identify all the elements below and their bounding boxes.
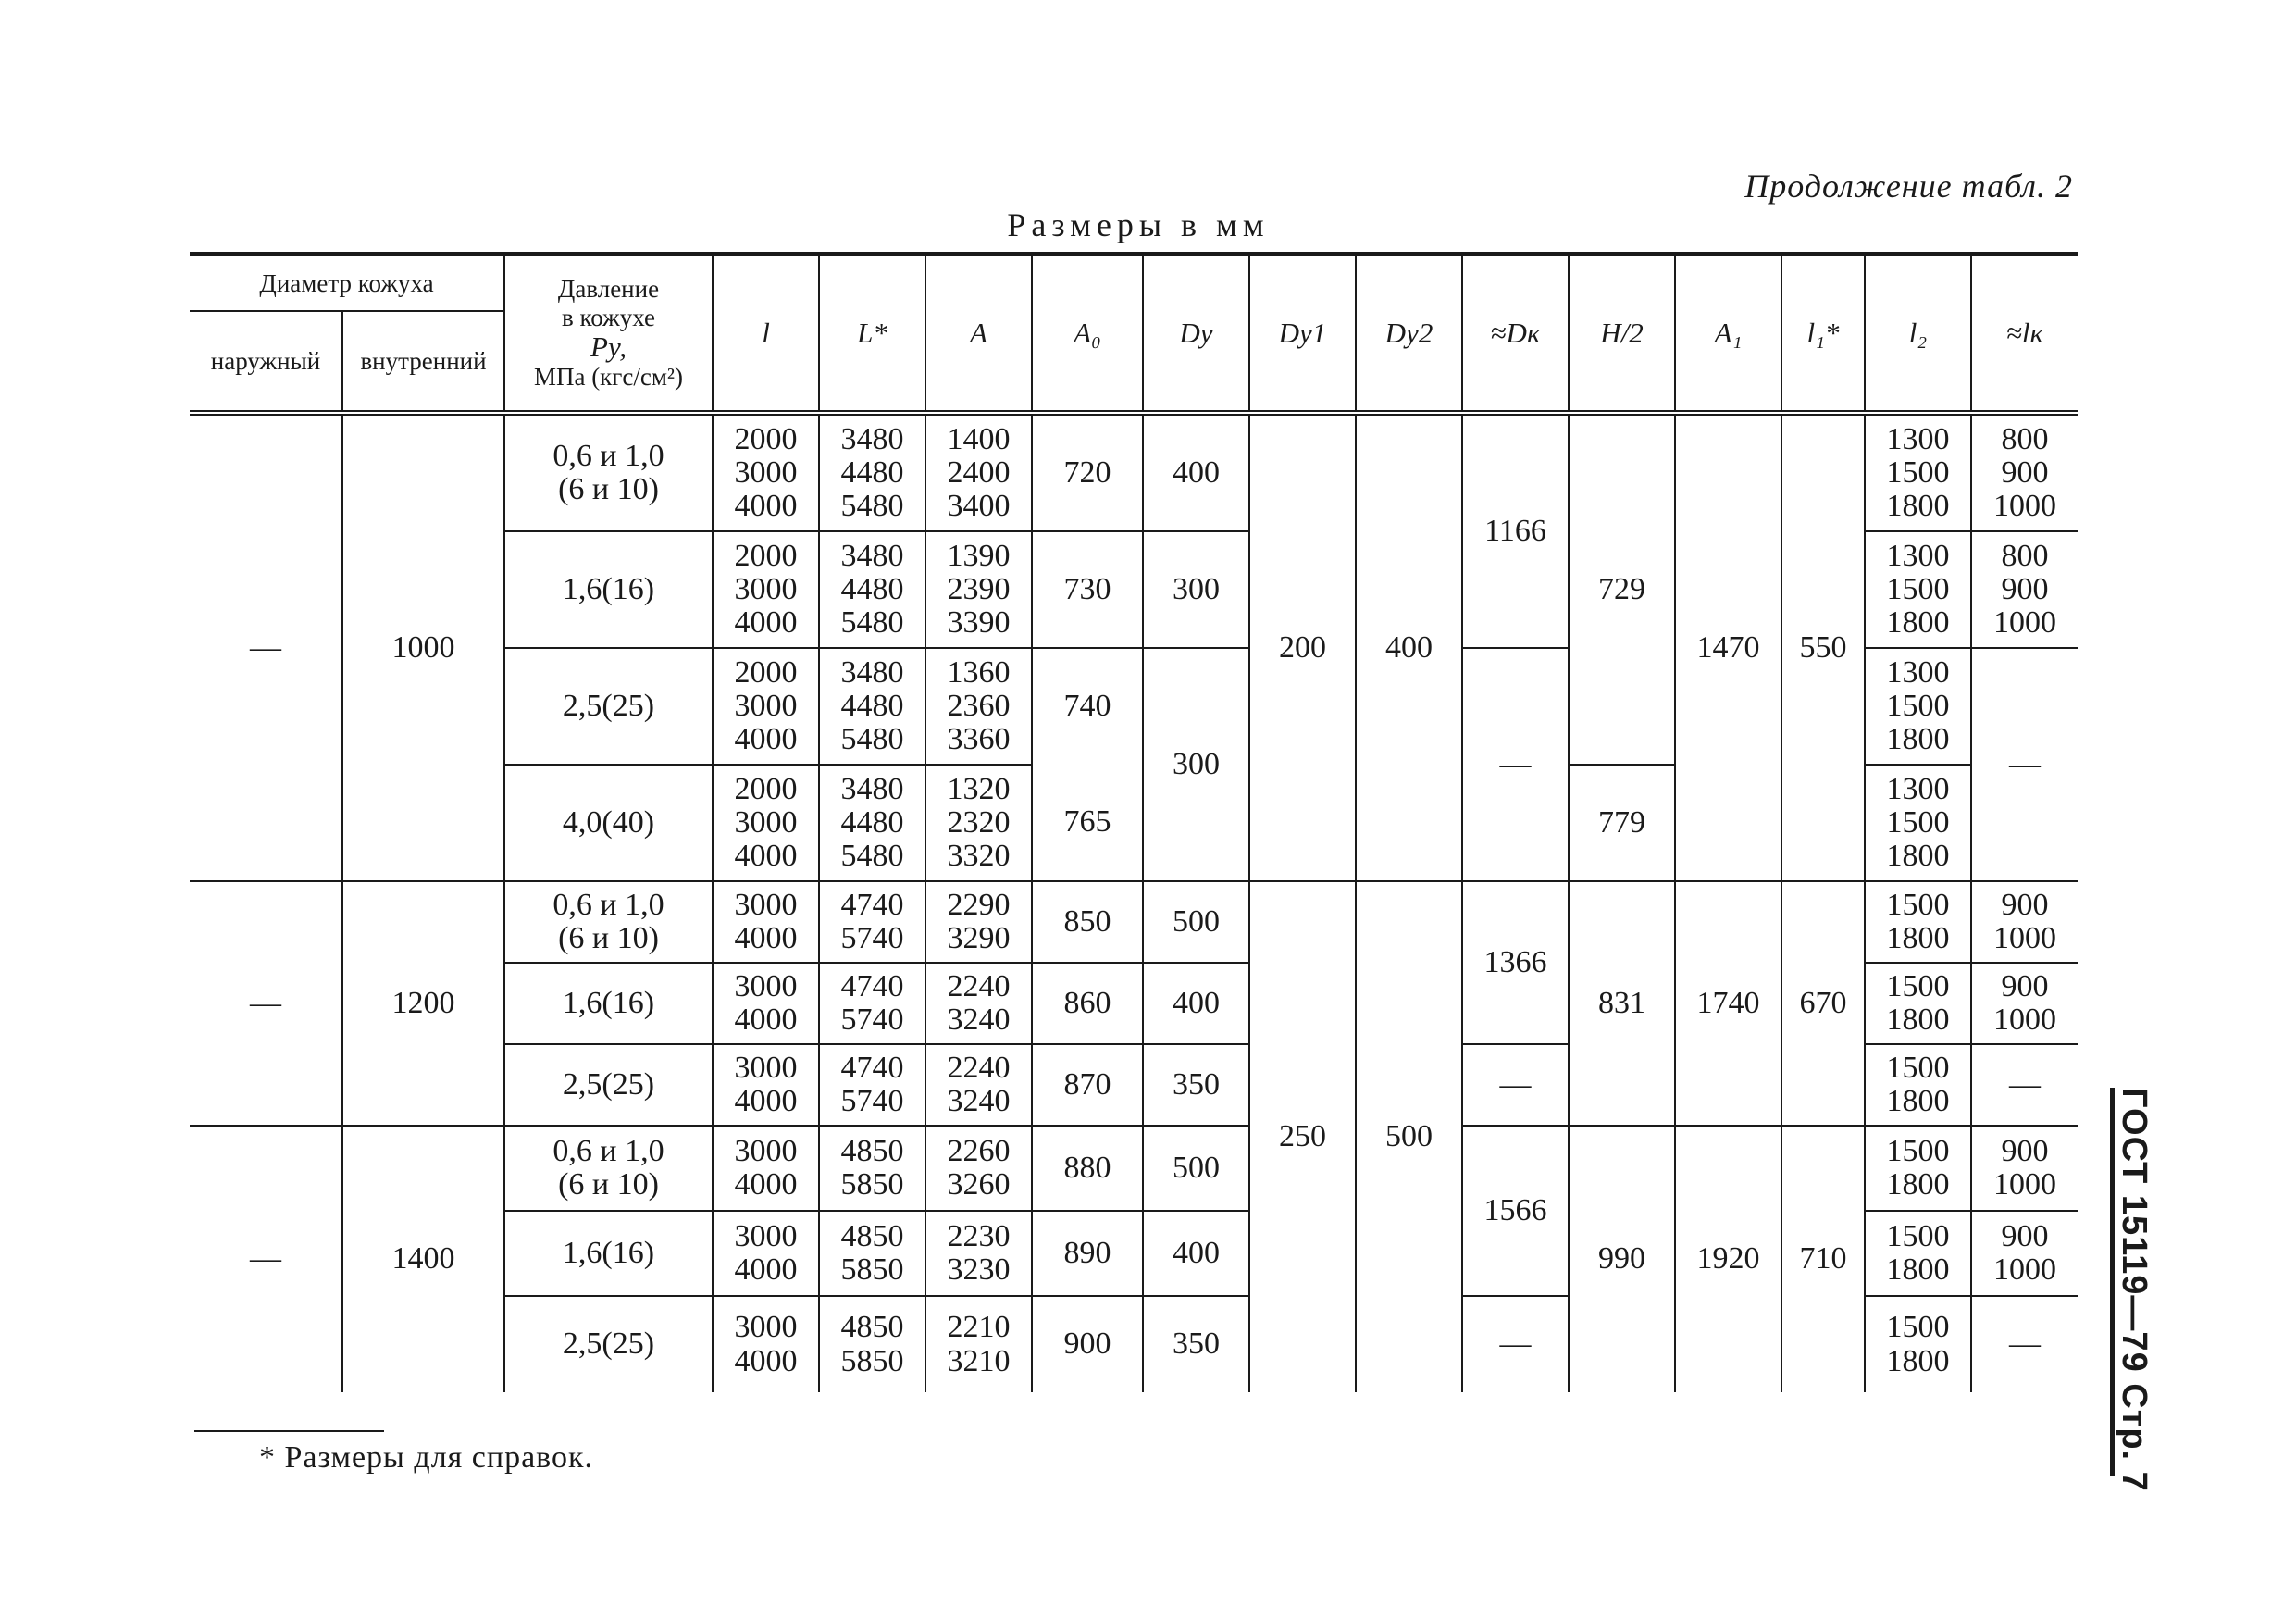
l-cell: 3000 4000 <box>713 1296 819 1392</box>
inner-diameter-header: внутренний <box>342 311 504 413</box>
col-l1-header: l₁* <box>1781 255 1865 414</box>
pressure-cell: 1,6(16) <box>504 963 713 1044</box>
Dy-cell: 500 <box>1143 1126 1249 1211</box>
A0-cell: 870 <box>1032 1044 1143 1126</box>
A0-cell: 860 <box>1032 963 1143 1044</box>
L-cell: 4850 5850 <box>819 1126 925 1211</box>
Dk-cell: 1366 <box>1462 881 1569 1044</box>
l1-cell: 550 <box>1781 413 1865 881</box>
Dk-cell: 1166 <box>1462 413 1569 648</box>
lk-cell: 800 900 1000 <box>1971 531 2078 648</box>
A-cell: 2240 3240 <box>925 1044 1032 1126</box>
A1-cell: 1470 <box>1675 413 1781 881</box>
lk-cell: 900 1000 <box>1971 963 2078 1044</box>
l-cell: 3000 4000 <box>713 1044 819 1126</box>
A0-cell: 730 <box>1032 531 1143 648</box>
l1-cell: 710 <box>1781 1126 1865 1392</box>
l-cell: 2000 3000 4000 <box>713 413 819 531</box>
A-cell: 1320 2320 3320 <box>925 765 1032 881</box>
l2-cell: 1500 1800 <box>1865 1296 1971 1392</box>
lk-cell: — <box>1971 1296 2078 1392</box>
col-Dk-header: ≈Dк <box>1462 255 1569 414</box>
A-cell: 2210 3210 <box>925 1296 1032 1392</box>
Dy-cell: 350 <box>1143 1296 1249 1392</box>
outer-diameter-cell: — <box>190 413 342 881</box>
A1-cell: 1920 <box>1675 1126 1781 1392</box>
l-cell: 3000 4000 <box>713 881 819 963</box>
Dk-cell: 1566 <box>1462 1126 1569 1296</box>
Dy-cell: 300 <box>1143 531 1249 648</box>
L-cell: 3480 4480 5480 <box>819 531 925 648</box>
l-cell: 2000 3000 4000 <box>713 765 819 881</box>
side-page-title <box>2110 1088 2170 1492</box>
col-lk-header: ≈lк <box>1971 255 2078 414</box>
H2-cell: 729 <box>1569 413 1675 765</box>
lk-cell: 800 900 1000 <box>1971 413 2078 531</box>
lk-cell: — <box>1971 1044 2078 1126</box>
L-cell: 4850 5850 <box>819 1296 925 1392</box>
diameter-header: Диаметр кожуха <box>190 255 504 312</box>
L-cell: 3480 4480 5480 <box>819 648 925 765</box>
l2-cell: 1500 1800 <box>1865 1044 1971 1126</box>
inner-diameter-cell: 1200 <box>342 881 504 1126</box>
outer-diameter-cell: — <box>190 881 342 1126</box>
Dy2-cell: 400 <box>1356 413 1462 881</box>
L-cell: 3480 4480 5480 <box>819 765 925 881</box>
l1-cell: 670 <box>1781 881 1865 1126</box>
A0-cell: 720 <box>1032 413 1143 531</box>
L-cell: 4740 5740 <box>819 1044 925 1126</box>
col-Dy-header: Dу <box>1143 255 1249 414</box>
inner-diameter-cell: 1000 <box>342 413 504 881</box>
A1-cell: 1740 <box>1675 881 1781 1126</box>
l2-cell: 1300 1500 1800 <box>1865 648 1971 765</box>
A-cell: 1360 2360 3360 <box>925 648 1032 765</box>
l-cell: 2000 3000 4000 <box>713 531 819 648</box>
pressure-cell: 2,5(25) <box>504 1296 713 1392</box>
col-A-header: A <box>925 255 1032 414</box>
footnote-rule <box>194 1430 384 1432</box>
Dy1-cell: 200 <box>1249 413 1356 881</box>
A0-cell: 740 <box>1032 648 1143 765</box>
Dy1-cell: 250 <box>1249 881 1356 1392</box>
l2-cell: 1300 1500 1800 <box>1865 413 1971 531</box>
H2-cell: 990 <box>1569 1126 1675 1392</box>
l-cell: 3000 4000 <box>713 1211 819 1296</box>
pressure-cell: 1,6(16) <box>504 531 713 648</box>
pressure-cell: 0,6 и 1,0 (6 и 10) <box>504 1126 713 1211</box>
pressure-cell: 1,6(16) <box>504 1211 713 1296</box>
dimensions-table <box>190 252 2078 1392</box>
Dy-cell: 400 <box>1143 963 1249 1044</box>
Dy-cell: 350 <box>1143 1044 1249 1126</box>
l2-cell: 1500 1800 <box>1865 963 1971 1044</box>
H2-cell: 831 <box>1569 881 1675 1126</box>
A-cell: 2260 3260 <box>925 1126 1032 1211</box>
lk-cell: 900 1000 <box>1971 1211 2078 1296</box>
A-cell: 2240 3240 <box>925 963 1032 1044</box>
pressure-header: Давление в кожухе Pу, МПа (кгс/см²) <box>504 255 713 414</box>
l2-cell: 1300 1500 1800 <box>1865 765 1971 881</box>
col-A1-header: A₁ <box>1675 255 1781 414</box>
L-cell: 4850 5850 <box>819 1211 925 1296</box>
H2-cell: 779 <box>1569 765 1675 881</box>
l2-cell: 1500 1800 <box>1865 1126 1971 1211</box>
A0-cell: 765 <box>1032 765 1143 881</box>
l2-cell: 1300 1500 1800 <box>1865 531 1971 648</box>
lk-cell: — <box>1971 648 2078 881</box>
A-cell: 2290 3290 <box>925 881 1032 963</box>
L-cell: 4740 5740 <box>819 881 925 963</box>
col-A0-header: A₀ <box>1032 255 1143 414</box>
A-cell: 1400 2400 3400 <box>925 413 1032 531</box>
col-Dy2-header: Dу2 <box>1356 255 1462 414</box>
A0-cell: 890 <box>1032 1211 1143 1296</box>
outer-diameter-cell: — <box>190 1126 342 1392</box>
col-H2-header: H/2 <box>1569 255 1675 414</box>
pressure-cell: 0,6 и 1,0 (6 и 10) <box>504 413 713 531</box>
L-cell: 4740 5740 <box>819 963 925 1044</box>
Dk-cell: — <box>1462 1044 1569 1126</box>
pressure-cell: 0,6 и 1,0 (6 и 10) <box>504 881 713 963</box>
l-cell: 2000 3000 4000 <box>713 648 819 765</box>
A0-cell: 900 <box>1032 1296 1143 1392</box>
standard-and-page-number: ГОСТ 15119—79 Стр. 7 <box>2115 1088 2153 1492</box>
col-l2-header: l₂ <box>1865 255 1971 414</box>
table-continuation-label: Продолжение табл. 2 <box>1744 168 2073 205</box>
pressure-cell: 4,0(40) <box>504 765 713 881</box>
A-cell: 2230 3230 <box>925 1211 1032 1296</box>
pressure-cell: 2,5(25) <box>504 1044 713 1126</box>
lk-cell: 900 1000 <box>1971 1126 2078 1211</box>
L-cell: 3480 4480 5480 <box>819 413 925 531</box>
l2-cell: 1500 1800 <box>1865 1211 1971 1296</box>
Dy-cell: 400 <box>1143 413 1249 531</box>
inner-diameter-cell: 1400 <box>342 1126 504 1392</box>
Dy-cell: 400 <box>1143 1211 1249 1296</box>
l-cell: 3000 4000 <box>713 963 819 1044</box>
pressure-cell: 2,5(25) <box>504 648 713 765</box>
outer-diameter-header: наружный <box>190 311 342 413</box>
Dk-cell: — <box>1462 1296 1569 1392</box>
lk-cell: 900 1000 <box>1971 881 2078 963</box>
units-caption: Размеры в мм <box>1007 206 1270 243</box>
col-L-header: L* <box>819 255 925 414</box>
footnote: * Размеры для справок. <box>259 1440 594 1475</box>
A-cell: 1390 2390 3390 <box>925 531 1032 648</box>
col-l-header: l <box>713 255 819 414</box>
Dk-cell: — <box>1462 648 1569 881</box>
A0-cell: 850 <box>1032 881 1143 963</box>
Dy-cell: 300 <box>1143 648 1249 881</box>
Dy-cell: 500 <box>1143 881 1249 963</box>
A0-cell: 880 <box>1032 1126 1143 1211</box>
l-cell: 3000 4000 <box>713 1126 819 1211</box>
col-Dy1-header: Dу1 <box>1249 255 1356 414</box>
l2-cell: 1500 1800 <box>1865 881 1971 963</box>
Dy2-cell: 500 <box>1356 881 1462 1392</box>
